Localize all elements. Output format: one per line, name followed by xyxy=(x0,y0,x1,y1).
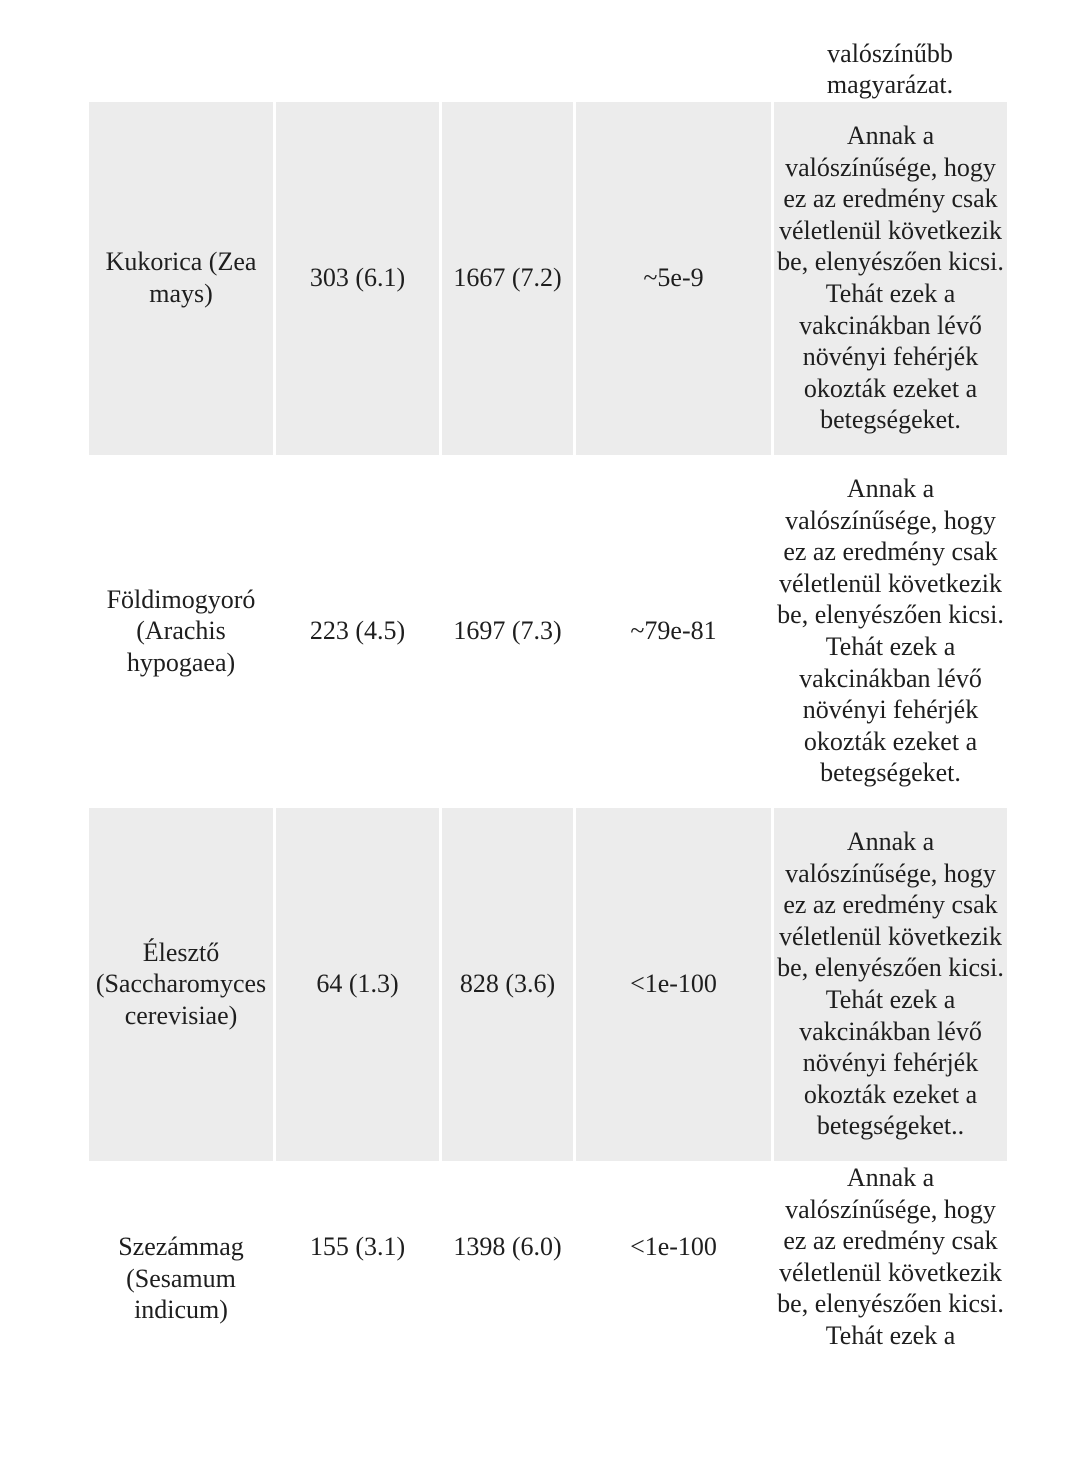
cell-name: Kukorica (Zea mays) xyxy=(89,102,276,455)
continued-explanation-text: valószínűbb magyarázat. xyxy=(826,39,954,99)
cell-value-b: 1398 (6.0) xyxy=(442,1161,576,1473)
table-row-peanut xyxy=(89,455,1007,808)
cell-name: Szezámmag (Sesamum indicum) xyxy=(89,1161,276,1473)
cell-probability: <1e-100 xyxy=(576,1161,774,1473)
cell-name: Földimogyoró (Arachis hypogaea) xyxy=(89,455,276,808)
cell-value-a: 303 (6.1) xyxy=(276,102,442,455)
cell-explanation xyxy=(774,1161,1007,1473)
allergen-results-table xyxy=(89,102,1007,1473)
cell-probability: ~5e-9 xyxy=(576,102,774,455)
table-row-corn xyxy=(89,102,1007,455)
cell-value-a: 155 (3.1) xyxy=(276,1161,442,1473)
explanation-text: Annak a valószínűsége, hogy ez az eredmény csak véletlenül következik be, elenyészően kicsi. Tehát ezek a vakcinákban lévő növényi fehérjék okozták ezeket a betegségeket. xyxy=(777,474,1004,788)
cell-explanation xyxy=(774,808,1007,1161)
cell-value-b: 828 (3.6) xyxy=(442,808,576,1161)
cell-probability: ~79e-81 xyxy=(576,455,774,808)
explanation-text: Annak a valószínűsége, hogy ez az eredmény csak véletlenül következik be, elenyészően kicsi. Tehát ezek a vakcinákban lévő növényi fehérjék okozták ezeket a betegségeket.. xyxy=(777,827,1004,1141)
cell-value-b: 1697 (7.3) xyxy=(442,455,576,808)
continued-explanation-cell xyxy=(773,38,1007,100)
explanation-text: Annak a valószínűsége, hogy ez az eredmény csak véletlenül következik be, elenyészően kicsi. Tehát ezek a xyxy=(777,1163,1004,1350)
explanation-text: Annak a valószínűsége, hogy ez az eredmény csak véletlenül következik be, elenyészően kicsi. Tehát ezek a vakcinákban lévő növényi fehérjék okozták ezeket a betegségeket. xyxy=(777,121,1004,435)
table-row-sesame xyxy=(89,1161,1007,1473)
cell-explanation xyxy=(774,102,1007,455)
cell-value-b: 1667 (7.2) xyxy=(442,102,576,455)
cell-value-a: 64 (1.3) xyxy=(276,808,442,1161)
cell-name: Élesztő (Saccharomyces cerevisiae) xyxy=(89,808,276,1161)
cell-value-a: 223 (4.5) xyxy=(276,455,442,808)
table-row-yeast xyxy=(89,808,1007,1161)
cell-probability: <1e-100 xyxy=(576,808,774,1161)
cell-explanation xyxy=(774,455,1007,808)
